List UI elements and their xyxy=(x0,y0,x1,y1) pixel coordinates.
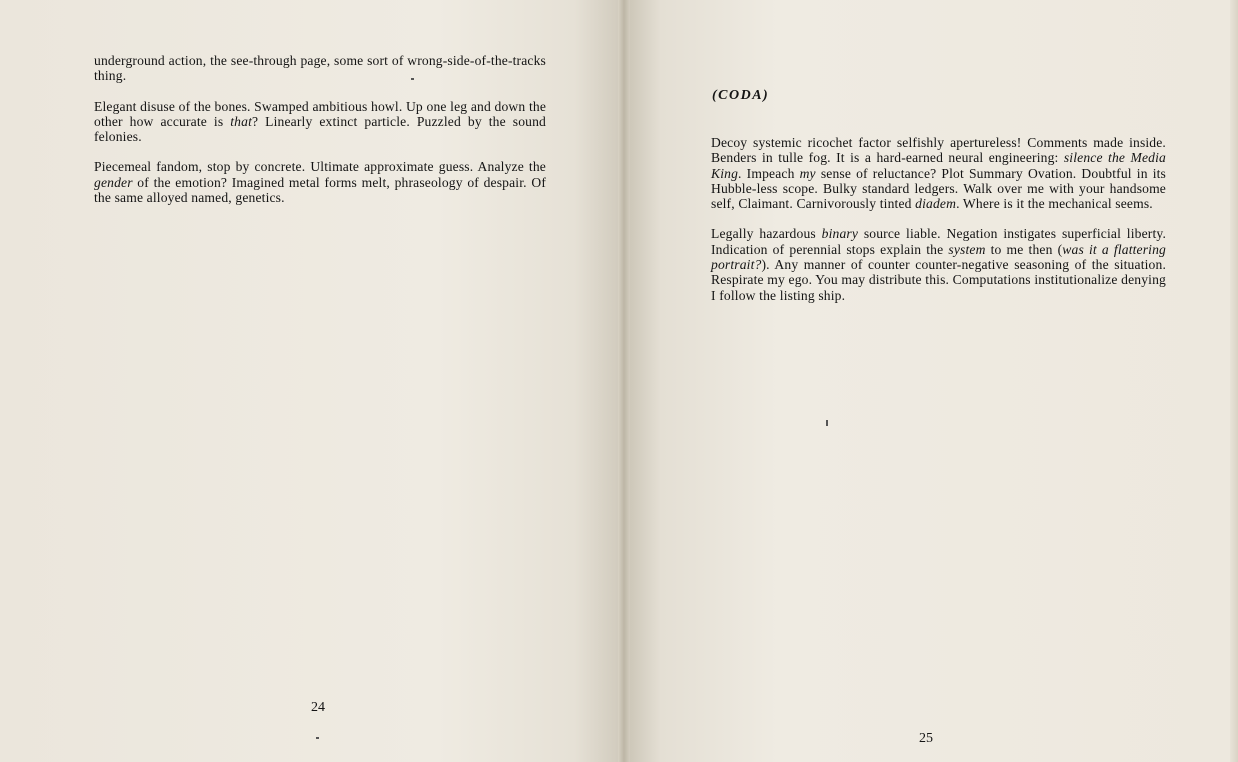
right-page xyxy=(624,0,1238,762)
coda-heading: (CODA) xyxy=(712,88,770,103)
right-page-number: 25 xyxy=(919,731,933,746)
right-page-body xyxy=(711,135,1166,318)
right-paragraph-1-text: Decoy systemic ricochet factor selfishly apertureless! Comments made inside. Benders in tulle fog. It is a hard-earned neural engineering: silence the Media King. Impeach my sense of reluctance? Plot Summary Ovation. Doubtful in its Hubble-less scope. Bulky standard ledgers. Walk over me with your handsome self, Claimant. Carnivorously tinted diadem. Where is it the mechanical seems. xyxy=(711,135,1167,212)
ink-speck xyxy=(411,78,414,80)
right-paragraph-2 xyxy=(711,226,1166,302)
ink-speck xyxy=(316,737,319,739)
left-paragraph-1 xyxy=(94,53,546,84)
left-paragraph-3 xyxy=(94,159,546,205)
left-paragraph-1-text: underground action, the see-through page, some sort of wrong-side-of-the-tracks thing. xyxy=(94,53,546,84)
page-edge xyxy=(1230,0,1238,762)
right-paragraph-2-text: Legally hazardous binary source liable. Negation instigates superficial liberty. Indication of perennial stops explain the system to me then (was it a flattering portrait?). Any manner of counter counter-negative seasoning of the situation. Respirate my ego. You may distribute this. Computations institutionalize denying I follow the listing ship. xyxy=(711,226,1166,303)
left-paragraph-3-text: Piecemeal fandom, stop by concrete. Ultimate approximate guess. Analyze the gender of the emotion? Imagined metal forms melt, phraseology of despair. Of the same alloyed named, genetics. xyxy=(94,159,546,206)
left-page-body xyxy=(94,53,546,220)
left-paragraph-2 xyxy=(94,99,546,145)
left-page-number: 24 xyxy=(311,700,325,715)
ink-speck xyxy=(826,420,828,426)
left-paragraph-2-text: Elegant disuse of the bones. Swamped ambitious howl. Up one leg and down the other how accurate is that? Linearly extinct particle. Puzzled by the sound felonies. xyxy=(94,98,546,145)
book-gutter xyxy=(618,0,630,762)
right-paragraph-1 xyxy=(711,135,1166,211)
